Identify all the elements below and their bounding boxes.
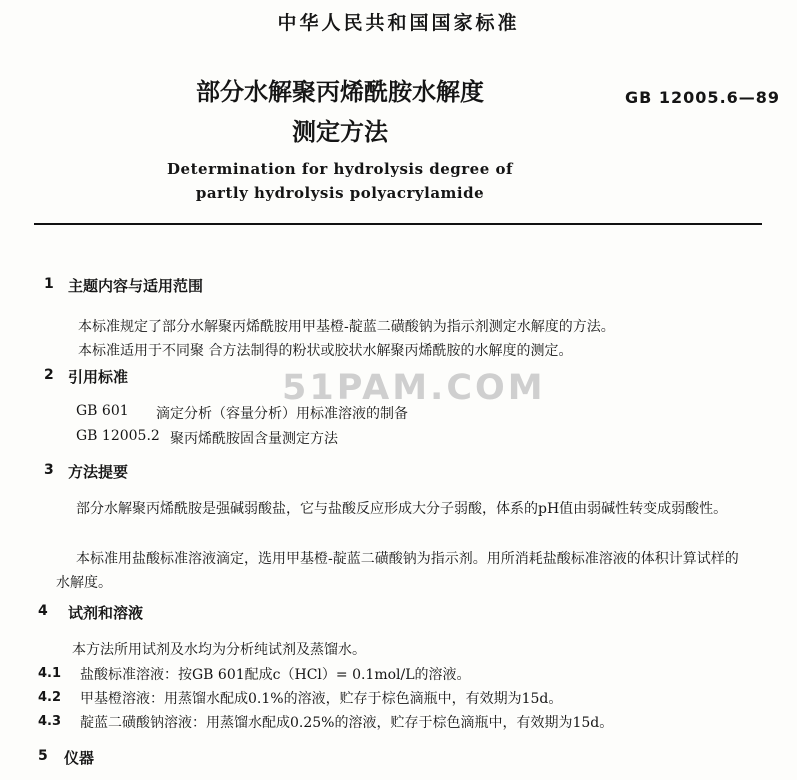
item-text: 甲基橙溶液：用蒸馏水配成0.1%的溶液，贮存于棕色滴瓶中，有效期为15d。 bbox=[80, 691, 563, 707]
english-title-line2: partly hydrolysis polyacrylamide bbox=[195, 184, 485, 202]
section-4-title: 试剂和溶液 bbox=[68, 604, 144, 622]
national-standard-header: 中华人民共和国国家标准 bbox=[277, 12, 520, 34]
section-3-paragraph-1: 部分水解聚丙烯酰胺是强碱弱酸盐，它与盐酸反应形成大分子弱酸，体系的pH值由弱碱性转变成弱酸性。 bbox=[76, 501, 728, 517]
reference-code: GB 601 bbox=[76, 403, 129, 419]
section-2-title: 引用标准 bbox=[68, 368, 129, 386]
english-title-line1: Determination for hydrolysis degree of bbox=[167, 160, 513, 178]
section-5-title: 仪器 bbox=[64, 749, 95, 767]
item-text: 靛蓝二磺酸钠溶液：用蒸馏水配成0.25%的溶液，贮存于棕色滴瓶中，有效期为15d。 bbox=[80, 715, 614, 731]
reference-text: 聚丙烯酰胺固含量测定方法 bbox=[170, 431, 338, 447]
section-2-number: 2 bbox=[44, 367, 54, 383]
item-number: 4.3 bbox=[38, 714, 62, 729]
section-1-paragraph-2: 本标准适用于不同聚 合方法制得的粉状或胶状水解聚丙烯酰胺的水解度的测定。 bbox=[78, 343, 573, 359]
section-4-number: 4 bbox=[38, 603, 48, 619]
reference-code: GB 12005.2 bbox=[76, 428, 160, 444]
item-number: 4.1 bbox=[38, 666, 62, 681]
item-number: 4.2 bbox=[38, 690, 62, 705]
standard-number: GB 12005.6—89 bbox=[625, 88, 781, 107]
item-text: 盐酸标准溶液：按GB 601配成c（HCl）= 0.1mol/L的溶液。 bbox=[80, 667, 471, 683]
section-3-number: 3 bbox=[44, 462, 54, 478]
section-5-number: 5 bbox=[38, 748, 48, 764]
section-1-paragraph-1: 本标准规定了部分水解聚丙烯酰胺用甲基橙-靛蓝二磺酸钠为指示剂测定水解度的方法。 bbox=[78, 319, 615, 335]
section-1-number: 1 bbox=[44, 276, 54, 292]
header-divider bbox=[34, 223, 762, 225]
document-title-line2: 测定方法 bbox=[292, 118, 388, 146]
section-4-intro: 本方法所用试剂及水均为分析纯试剂及蒸馏水。 bbox=[72, 642, 366, 658]
section-3-paragraph-2: 本标准用盐酸标准溶液滴定，选用甲基橙-靛蓝二磺酸钠为指示剂。用所消耗盐酸标准溶液的体积计算试样的水解度。 bbox=[56, 551, 739, 591]
reference-text: 滴定分析（容量分析）用标准溶液的制备 bbox=[156, 406, 408, 422]
section-3-title: 方法提要 bbox=[68, 463, 129, 481]
document-title-line1: 部分水解聚丙烯酰胺水解度 bbox=[196, 78, 484, 106]
watermark: 51PAM.COM bbox=[282, 368, 546, 408]
section-1-title: 主题内容与适用范围 bbox=[68, 277, 204, 295]
